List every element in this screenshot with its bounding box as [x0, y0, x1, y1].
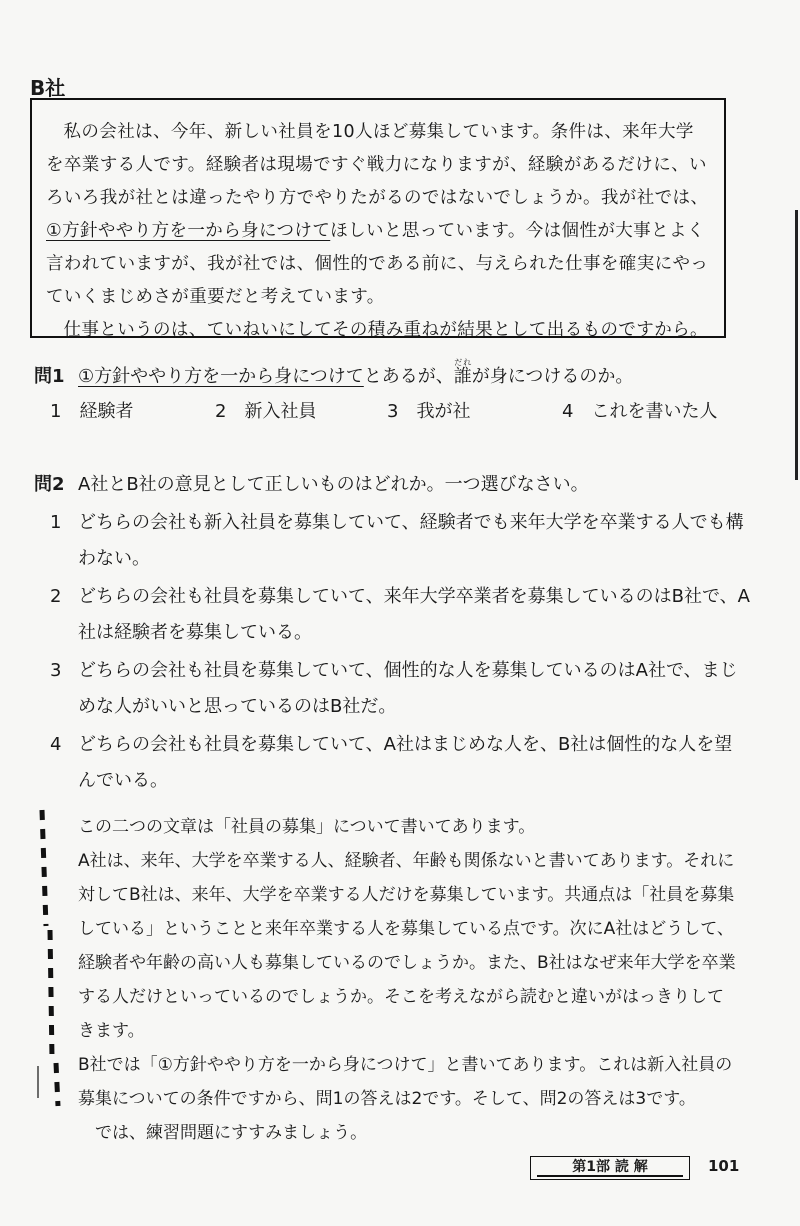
q2-option-num: 3 — [50, 660, 62, 681]
footer-section-text: 第1部 読 解 — [572, 1159, 648, 1175]
question-2-text: A社とB社の意見として正しいものはどれか。一つ選びなさい。 — [78, 474, 589, 495]
note-dash-line — [50, 930, 52, 1058]
q2-option-1[interactable] — [50, 505, 750, 577]
q1-option-text: 我が社 — [416, 401, 471, 422]
footer-section-label — [530, 1156, 690, 1180]
underlined-phrase: ①方針ややり方を一から身につけて — [46, 221, 331, 241]
q1-option-1[interactable] — [50, 398, 133, 426]
question-1-kanji: 誰 — [453, 366, 472, 387]
q1-option-num: 4 — [562, 401, 574, 422]
passage-box — [30, 98, 726, 338]
page-number: 101 — [708, 1157, 740, 1175]
q2-option-2[interactable] — [50, 579, 750, 651]
q1-option-2[interactable] — [215, 398, 316, 426]
q1-option-3[interactable] — [387, 398, 470, 426]
question-2-label: 問2 — [34, 474, 65, 495]
q1-option-text: これを書いた人 — [591, 401, 718, 422]
passage-paragraph-2: 仕事というのは、ていねいにしてその積み重ねが結果として出るものですから。 — [63, 320, 708, 340]
question-1 — [34, 358, 774, 395]
q1-option-text: 経験者 — [79, 401, 134, 422]
scan-edge-line — [795, 210, 798, 480]
note-dash-line — [42, 810, 46, 926]
note-paragraph-1: この二つの文章は「社員の募集」について書いてあります。 — [78, 817, 536, 837]
q2-option-text: どちらの会社も社員を募集していて、A社はまじめな人を、B社は個性的な人を望んでいる。 — [78, 734, 733, 791]
question-1-furigana: だれ — [453, 358, 472, 367]
note-dashed-border — [36, 808, 66, 1108]
passage-paragraph-1 — [46, 116, 710, 314]
question-2-options — [50, 505, 750, 801]
q2-option-text: どちらの会社も社員を募集していて、個性的な人を募集しているのはA社で、まじめな人がいいと思っているのはB社だ。 — [78, 660, 738, 717]
q2-option-3[interactable] — [50, 653, 750, 725]
q1-option-num: 3 — [387, 401, 399, 422]
company-heading: B社 — [30, 76, 66, 100]
q2-option-num: 2 — [50, 586, 62, 607]
q2-option-text: どちらの会社も新入社員を募集していて、経験者でも来年大学を卒業する人でも構わない。 — [78, 512, 744, 569]
q2-option-text: どちらの会社も社員を募集していて、来年大学卒業者を募集しているのはB社で、A社は経験者を募集している。 — [78, 586, 750, 643]
page-edge — [794, 0, 800, 1226]
note-dash-line — [56, 1063, 58, 1106]
q1-option-text: 新入社員 — [244, 401, 317, 422]
passage-text: ほしいと思っています。今は個性が大事とよく言われていますが、我が社では、個性的である前に、与えられた仕事を確実にやっていくまじめさが重要だと考えています。 — [46, 221, 709, 307]
q1-option-num: 2 — [215, 401, 227, 422]
passage-text: 私の会社は、今年、新しい社員を10人ほど募集しています。条件は、来年大学を卒業する人です。経験者は現場ですぐ戦力になりますが、経験があるだけに、いろいろ我が社とは違ったやり方でやりたがるのではないでしょうか。我が社では、 — [46, 122, 709, 208]
footer-bar — [537, 1175, 683, 1177]
explanation-note — [78, 810, 738, 1150]
q2-option-num: 4 — [50, 734, 62, 755]
note-paragraph-2: A社は、来年、大学を卒業する人、経験者、年齢も関係ないと書いてあります。それに対してB社は、来年、大学を卒業する人だけを募集しています。共通点は「社員を募集している」ということと来年卒業する人を募集している点です。次にA社はどうして、経験者や年齢の高い人も募集しているのでしょうか。また、B社はなぜ来年大学を卒業する人だけといっているのでしょうか。そこを考えながら読むと違いがはっきりしてきます。 — [78, 851, 736, 1041]
question-1-text-end: が身につけるのか。 — [471, 366, 634, 387]
note-paragraph-3: B社では「①方針ややり方を一から身につけて」と書いてあります。これは新入社員の募集についての条件ですから、問1の答えは2です。そして、問2の答えは3です。 — [78, 1055, 733, 1109]
q1-option-num: 1 — [50, 401, 62, 422]
question-1-ruby — [453, 358, 472, 387]
question-1-underlined: ①方針ややり方を一から身につけて — [78, 366, 364, 387]
question-1-label: 問1 — [34, 366, 65, 387]
note-paragraph-4: では、練習問題にすすみましょう。 — [95, 1123, 368, 1143]
q2-option-num: 1 — [50, 512, 62, 533]
q2-option-4[interactable] — [50, 727, 750, 799]
question-1-text-mid: とあるが、 — [363, 366, 454, 387]
q1-option-4[interactable] — [562, 398, 717, 426]
question-2 — [34, 470, 774, 500]
